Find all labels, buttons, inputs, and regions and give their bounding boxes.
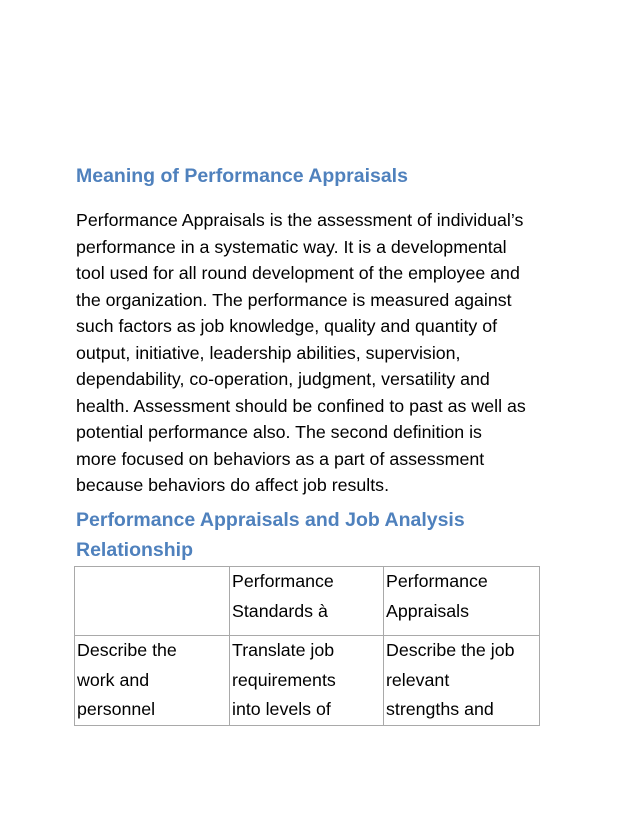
body-paragraph (76, 207, 576, 499)
cell-line: Performance (232, 571, 334, 591)
table-cell-empty (75, 567, 230, 636)
cell-line: Describe the job (386, 640, 515, 660)
heading-line: Relationship (76, 539, 194, 561)
table-cell-describe-job (384, 636, 540, 726)
paragraph-line: such factors as job knowledge, quality and quantity of (76, 316, 498, 336)
table-row (75, 636, 540, 726)
cell-line: Appraisals (386, 600, 470, 621)
cell-line: into levels of (232, 699, 331, 719)
table-cell-describe-work (75, 636, 230, 726)
heading-line: Performance Appraisals and Job Analysis (76, 509, 465, 531)
paragraph-line: more focused on behaviors as a part of assessment (76, 448, 485, 469)
paragraph-line: the organization. The performance is measured against (76, 289, 512, 310)
section-heading-relationship (76, 505, 576, 565)
cell-line: requirements (232, 669, 336, 690)
table-cell-performance-standards (230, 567, 384, 636)
cell-line: Describe the (77, 640, 177, 660)
paragraph-line: tool used for all round development of the employee and (76, 263, 520, 283)
cell-line: Performance (386, 571, 488, 591)
cell-line: work and (77, 669, 150, 690)
table-cell-performance-appraisals (384, 567, 540, 636)
relationship-table (74, 566, 540, 726)
table-cell-translate-job (230, 636, 384, 726)
cell-line: Translate job (232, 640, 335, 660)
paragraph-line: potential performance also. The second definition is (76, 422, 482, 442)
cell-line: strengths and (386, 699, 494, 719)
paragraph-line: Performance Appraisals is the assessment of individual’s (76, 210, 524, 230)
section-heading-meaning: Meaning of Performance Appraisals (76, 165, 408, 187)
paragraph-line: performance in a systematic way. It is a developmental (76, 236, 507, 257)
paragraph-line: health. Assessment should be confined to past as well as (76, 395, 526, 416)
cell-line: Standards à (232, 600, 328, 621)
cell-line: relevant (386, 669, 450, 690)
table-header-row (75, 567, 540, 636)
paragraph-line: because behaviors do affect job results. (76, 475, 390, 495)
paragraph-line: output, initiative, leadership abilities, supervision, (76, 342, 461, 363)
cell-line: personnel (77, 699, 156, 719)
paragraph-line: dependability, co-operation, judgment, versatility and (76, 369, 490, 389)
